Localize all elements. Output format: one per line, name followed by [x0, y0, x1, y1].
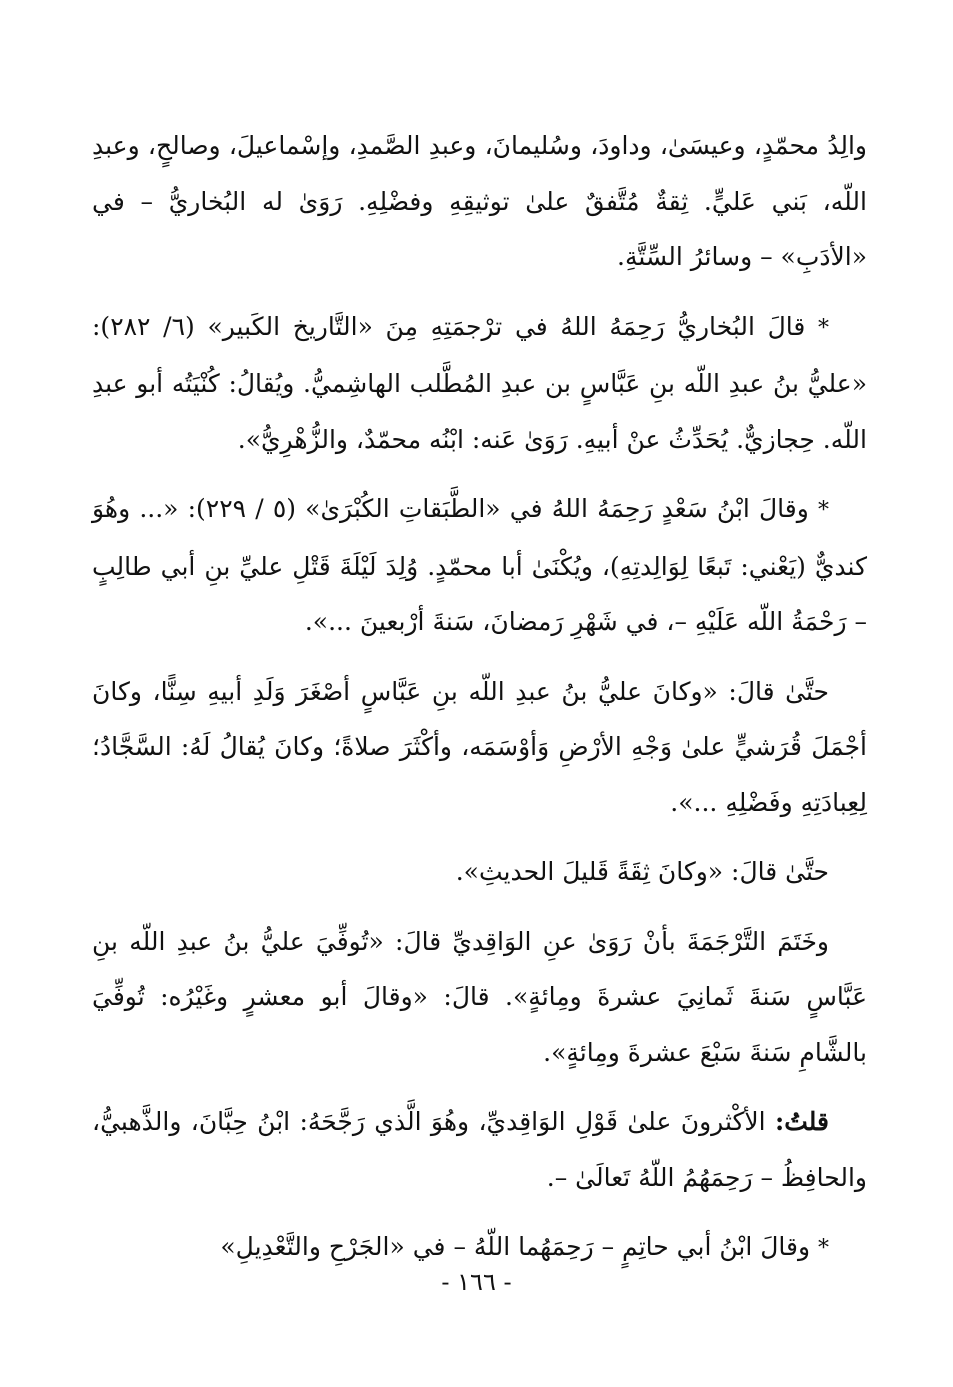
paragraph-6	[92, 914, 867, 1081]
paragraph-7	[92, 1094, 867, 1205]
paragraph-1	[92, 118, 867, 285]
paragraph-3	[92, 481, 867, 650]
page-body	[92, 118, 867, 1291]
paragraph-4-text: حتَّىٰ قالَ: «وكانَ عليُّ بنُ عبدِ اللّه بنِ عَبَّاسٍ أصْغَرَ وَلَدِ أبيهِ سِنًّا، وكانَ أجْمَلَ قُرَشيٍّ علىٰ وَجْهِ الأرْضِ وَأوْسَمَه، وأكْثَرَ صلاةً؛ وكانَ يُقالُ لَهُ: السَّجَّادُ؛ لِعِبادَتِهِ وفَضْلِهِ ...».	[92, 676, 867, 817]
star-marker: *	[817, 498, 829, 523]
paragraph-3-text: وقالَ ابْنُ سَعْدٍ رَحِمَهُ اللهُ في «الطَّبَقاتِ الكُبْرَىٰ» (٥ / ٢٢٩): «... وهُوَ كنديٌّ (يَعْني: تَبعًا لِوَالِدتِهِ)، ويُكْنَىٰ أبا محمّدٍ. وُلِدَ لَيْلَةَ قَتْلِ عليِّ بنِ أبي طالِبٍ – رَحْمَةُ اللّه عَلَيْهِ –، في شَهْرِ رَمضانَ، سَنةَ أرْبعينَ ...».	[92, 494, 867, 636]
star-marker: *	[818, 1236, 829, 1261]
paragraph-5-text: حتَّىٰ قالَ: «وكانَ ثِقَةً قَليلَ الحديثِ».	[455, 857, 829, 886]
paragraph-4	[92, 664, 867, 831]
star-marker: *	[818, 315, 830, 341]
page-number: - ١٦٦ -	[441, 1268, 512, 1296]
paragraph-6-text: وخَتَمَ التَّرْجَمَةَ بأنْ رَوَىٰ عنِ الوَاقِديِّ قالَ: «تُوفِّيَ عليُّ بنُ عبدِ اللّه بنِ عَبَّاسٍ سَنةَ ثَمانِيَ عشرةَ ومِائةٍ». قالَ: «وقالَ أبو معشرٍ وغَيْرُه: تُوفِّيَ بالشَّامِ سَنةَ سَبْعَ عشرةَ ومِائةٍ».	[92, 926, 867, 1067]
paragraph-7-text: الأكْثرونَ علىٰ قَوْلِ الوَاقِديِّ، وهُوَ الَّذي رَجَّحَهُ: ابْنُ حِبَّانَ، والذَّهبيُّ، والحافِظُ – رَحِمَهُمُ اللّهُ تَعالَىٰ –.	[92, 1107, 867, 1192]
bold-lead: قلتُ:	[774, 1107, 829, 1136]
paragraph-1-text: والِدُ محمّدٍ، وعيسَىٰ، وداودَ، وسُليمانَ، وعبدِ الصَّمدِ، وإسْماعيلَ، وصالحٍ، وعبدِ اللّه، بَني عَليٍّ. ثِقةٌ مُتَّفقٌ علىٰ توثيقِهِ وفضْلِهِ. رَوَىٰ له البُخاريُّ – في «الأدَبِ» – وسائرُ السِّتَّةِ.	[92, 131, 867, 271]
paragraph-8-text: وقالَ ابْنُ أبي حاتِمٍ – رَحِمَهُما اللّهُ – في «الجَرْحِ والتَّعْدِيلِ»	[220, 1232, 811, 1261]
paragraph-5	[92, 844, 867, 900]
paragraph-2	[92, 299, 867, 468]
paragraph-2-text: قالَ البُخاريُّ رَحِمَهُ اللهُ في ترْجمَتِهِ مِنَ «التَّاريخ الكَبير» (٦/ ٢٨٢): «عليُّ بنُ عبدِ اللّه بنِ عَبَّاسٍ بن عبدِ المُطَّلب الهاشِميُّ. ويُقالُ: كُنْيَتُه أبو عبدِ اللّه. حِجازيٌّ. يُحَدِّثُ عنْ أبيهِ. رَوَىٰ عَنه: ابْنُه محمّدٌ، والزُّهْرِيُّ».	[92, 311, 867, 454]
